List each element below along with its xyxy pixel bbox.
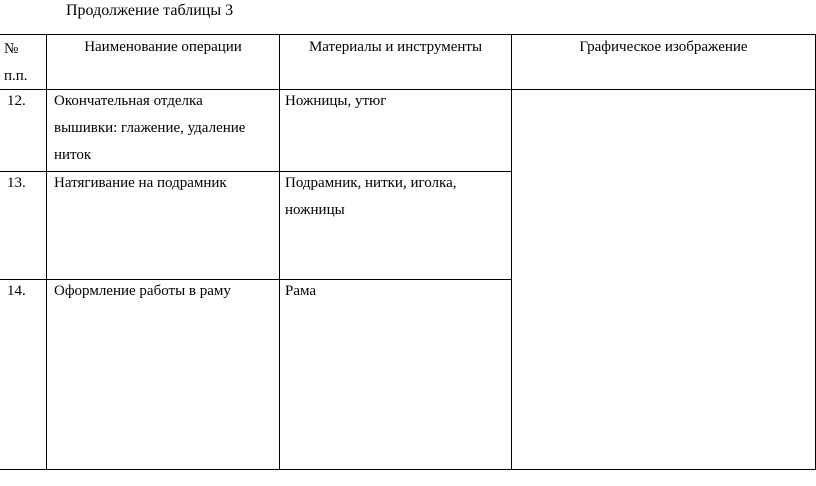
row-14-operation xyxy=(54,278,278,305)
header-num-abbrev: п.п. xyxy=(4,68,28,84)
row-12-materials-line-1: Ножницы, утюг xyxy=(285,93,387,109)
row-14-operation-line-1: Оформление работы в раму xyxy=(54,283,231,299)
row-12-operation-line-2: вышивки: глажение, удаление xyxy=(54,120,246,136)
row-12-num: 12. xyxy=(7,93,26,109)
row-13-operation-line-1: Натягивание на подрамник xyxy=(54,175,227,191)
row-12-operation xyxy=(54,88,278,169)
row-13-materials-line-1: Подрамник, нитки, иголка, xyxy=(285,175,457,191)
row-12-materials xyxy=(285,88,509,115)
header-operation: Наименование операции xyxy=(84,39,242,55)
header-num-symbol: № xyxy=(4,41,19,57)
row-13-operation xyxy=(54,170,278,197)
graphic-image-cell xyxy=(512,90,815,469)
row-14-num: 14. xyxy=(7,283,26,299)
table-bottom-border xyxy=(0,469,816,470)
operations-table xyxy=(0,34,816,470)
header-image: Графическое изображение xyxy=(579,39,748,55)
row-14-materials-line-1: Рама xyxy=(285,283,317,299)
col-num-right-border xyxy=(46,34,47,470)
col-operation-right-border xyxy=(279,34,280,470)
row-13-materials-line-2: ножницы xyxy=(285,202,345,218)
row-12-operation-line-1: Окончательная отделка xyxy=(54,93,203,109)
header-num-cell xyxy=(4,36,44,90)
table-caption: Продолжение таблицы 3 xyxy=(66,2,234,19)
row-13-materials xyxy=(285,170,509,224)
table-top-border xyxy=(0,34,816,35)
row-12-operation-line-3: ниток xyxy=(54,147,92,163)
header-materials: Материалы и инструменты xyxy=(308,39,483,55)
row-13-num: 13. xyxy=(7,175,26,191)
row-14-materials xyxy=(285,278,509,305)
